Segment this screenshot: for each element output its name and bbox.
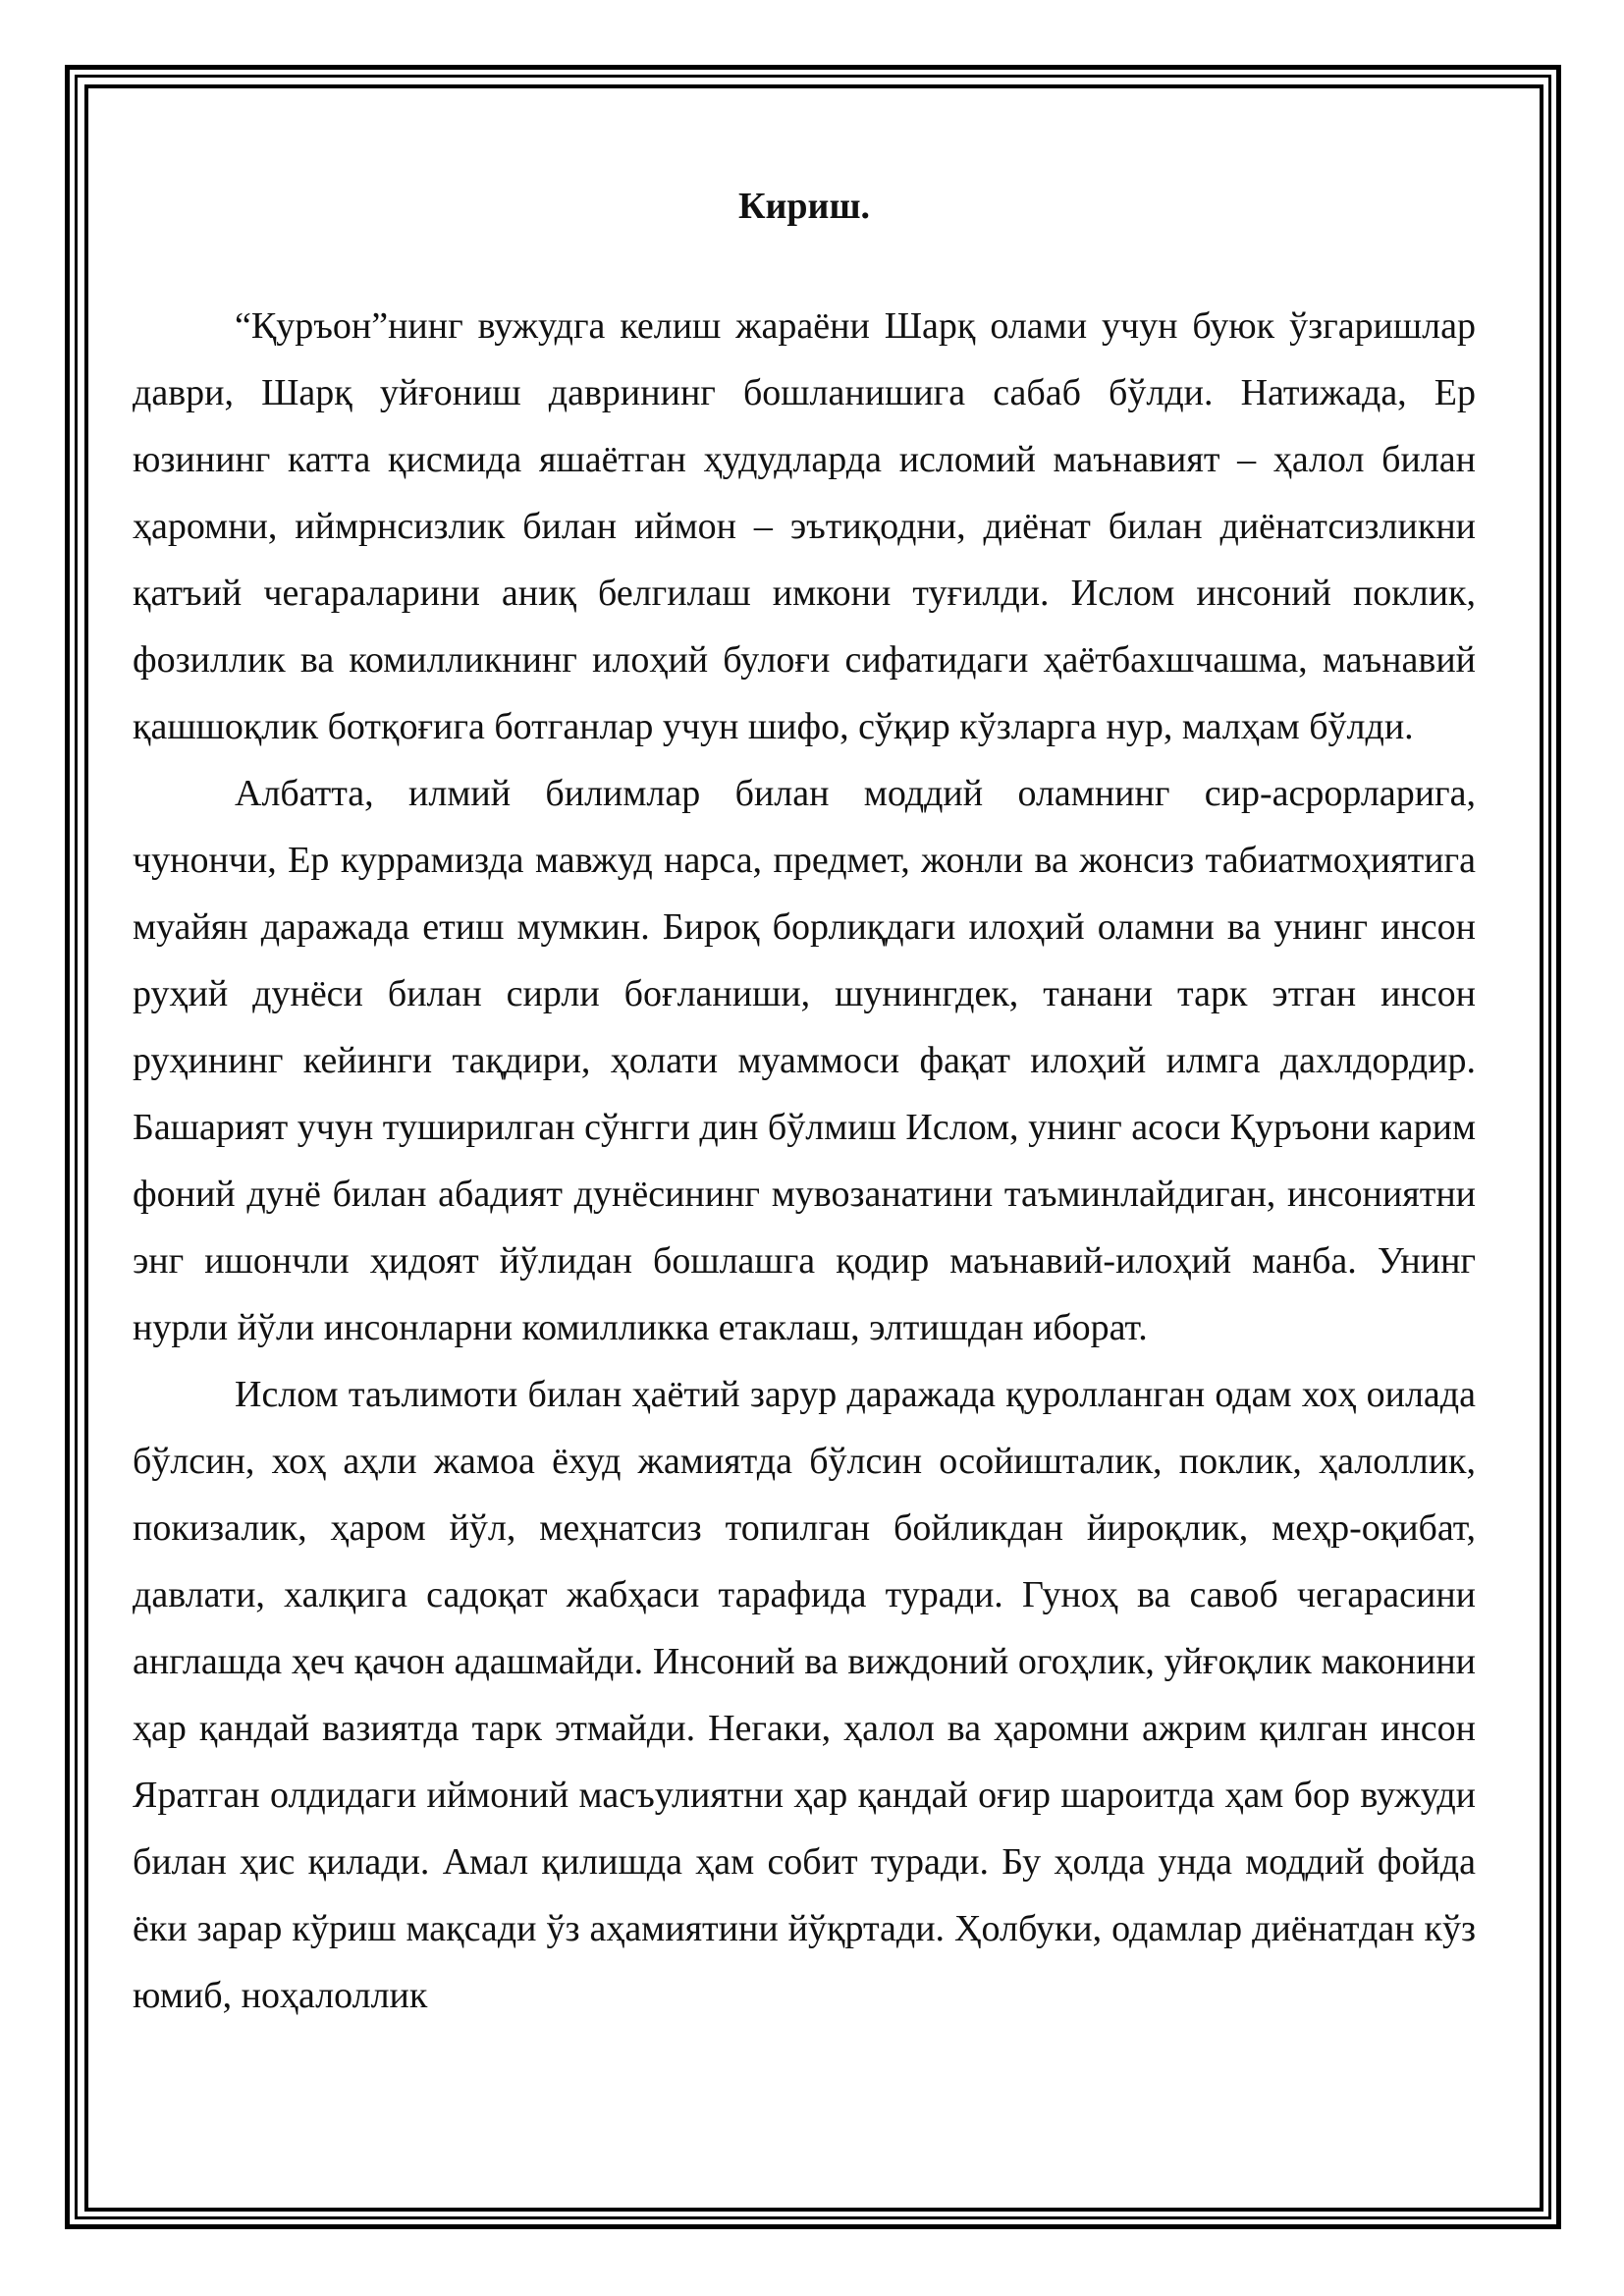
paragraph-1: “Қуръон”нинг вужудга келиш жараёни Шарқ олами учун буюк ўзгаришлар даври, Шарқ уйғониш даврининг бошланишига сабаб бўлди. Натижада, Ер юзининг катта қисмида яшаётган ҳудудларда исломий маънавият – ҳалол билан ҳаромни, иймрнсизлик билан иймон – эътиқодни, диёнат билан диёнатсизликни қатъий чегараларини аниқ белгилаш имкони туғилди. Ислом инсоний поклик, фозиллик ва комилликнинг илоҳий булоғи сифатидаги ҳаётбахшчашма, маънавий қашшоқлик ботқоғига ботганлар учун шифо, сўқир кўзларга нур, малҳам бўлди.	[133, 305, 1476, 747]
document-title: Кириш.	[737, 186, 871, 227]
paragraph-3: Ислом таълимоти билан ҳаётий зарур даражада қуролланган одам хоҳ оилада бўлсин, хоҳ аҳли жамоа ёхуд жамиятда бўлсин осойишталик, поклик, ҳалоллик, покизалик, ҳаром йўл, меҳнатсиз топилган бойликдан йироқлик, меҳр-оқибат, давлати, халқига садоқат жабҳаси тарафида туради. Гуноҳ ва савоб чегарасини англашда ҳеч қачон адашмайди. Инсоний ва виждоний огоҳлик, уйғоқлик маконини ҳар қандай вазиятда тарк этмайди. Негаки, ҳалол ва ҳаромни ажрим қилган инсон Яратган олдидаги иймоний масъулиятни ҳар қандай оғир шароитда ҳам бор вужуди билан ҳис қилади. Амал қилишда ҳам собит туради. Бу ҳолда унда моддий фойда ёки зарар кўриш мақсади ўз аҳамиятини йўқртади. Ҳолбуки, одамлар диёнатдан кўз юмиб, ноҳалоллик	[133, 1374, 1476, 2016]
paragraph-2: Албатта, илмий билимлар билан моддий оламнинг сир-асрорларига, чунончи, Ер куррамизда мавжуд нарса, предмет, жонли ва жонсиз табиатмоҳиятига муайян даражада етиш мумкин. Бироқ борлиқдаги илоҳий оламни ва унинг инсон руҳий дунёси билан сирли боғланиши, шунингдек, танани тарк этган инсон руҳининг кейинги тақдири, ҳолати муаммоси фақат илоҳий илмга дахлдордир. Башарият учун туширилган сўнгги дин бўлмиш Ислом, унинг асоси Қуръони карим фоний дунё билан абадият дунёсининг мувозанатини таъминлайдиган, инсониятни энг ишончли ҳидоят йўлидан бошлашга қодир маънавий-илоҳий манба. Унинг нурли йўли инсонларни комилликка етаклаш, элтишдан иборат.	[133, 773, 1476, 1348]
document-body	[133, 177, 1476, 2029]
